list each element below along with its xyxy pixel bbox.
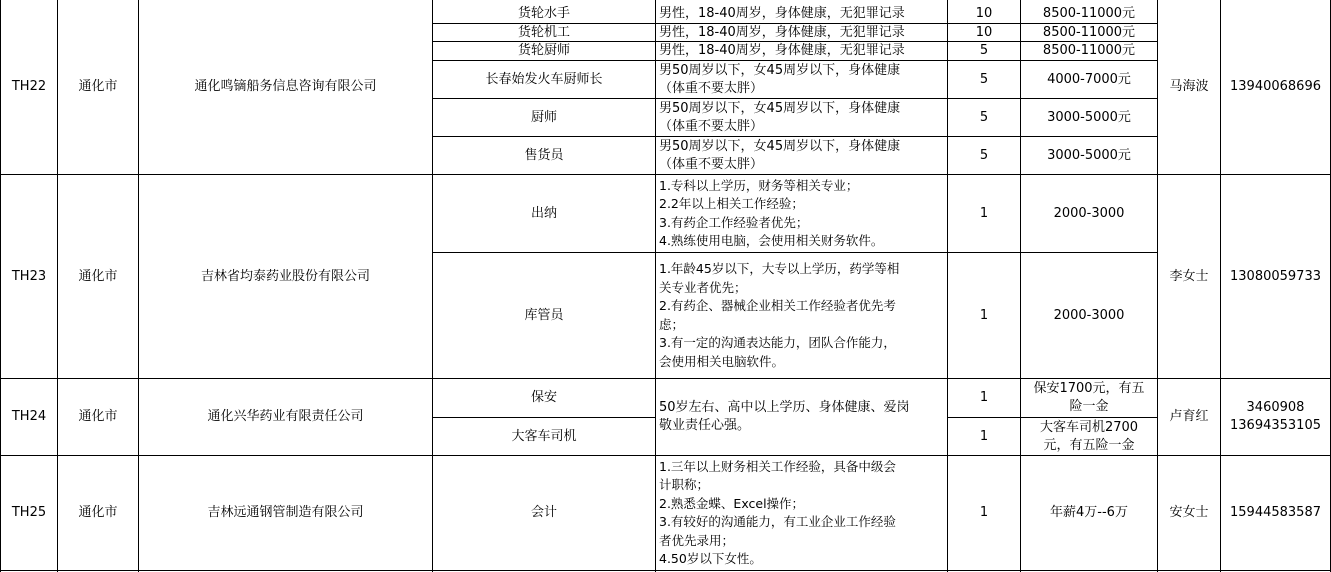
headcount: 1 — [979, 390, 989, 405]
contact-person: 卢育红 — [1169, 409, 1209, 424]
company-name: 吉林远通钢管制造有限公司 — [207, 505, 364, 520]
contact-person: 马海波 — [1169, 79, 1209, 94]
salary: 2000-3000 — [1053, 205, 1125, 221]
job-requirements: 1.三年以上财务相关工作经验，具备中级会 计职称； 2.熟悉金蝶、Excel操作； 3.有较好的沟通能力，有工业企业工作经验 者优先录用； 4.50岁以下女性。 — [659, 458, 896, 566]
headcount: 1 — [979, 428, 989, 444]
contact-person: 李女士 — [1169, 268, 1209, 284]
salary: 大客车司机2700 元，有五险一金 — [1039, 419, 1139, 453]
headcount: 10 — [975, 5, 993, 21]
job-title: 保安 — [530, 390, 557, 405]
salary: 4000-7000元 — [1047, 71, 1131, 87]
job-requirements: 男50周岁以下，女45周岁以下，身体健康 （体重不要太胖） — [659, 100, 901, 134]
headcount: 1 — [979, 307, 989, 323]
job-requirements: 1.年龄45岁以下，大专以上学历，药学等相 关专业者优先； 2.有药企、器械企业相关工作经验者优先考 虑； 3.有一定的沟通表达能力，团队合作能力， 会使用相关电脑软件。 — [659, 261, 900, 369]
headcount: 1 — [979, 505, 989, 520]
job-title: 货轮机工 — [517, 24, 570, 40]
city: 通化市 — [78, 409, 118, 424]
row-id: TH22 — [11, 79, 47, 94]
grid-line — [0, 570, 1331, 571]
contact-person: 安女士 — [1169, 505, 1209, 520]
contact-phone: 13080059733 — [1230, 268, 1321, 284]
headcount: 5 — [979, 109, 989, 125]
company-name: 通化鸣镝船务信息咨询有限公司 — [194, 79, 377, 94]
headcount: 5 — [979, 71, 989, 87]
salary: 年薪4万--6万 — [1050, 505, 1128, 520]
city: 通化市 — [78, 79, 118, 94]
salary: 8500-11000元 — [1042, 24, 1136, 40]
headcount: 1 — [979, 205, 989, 221]
salary: 3000-5000元 — [1047, 147, 1131, 163]
job-requirements: 50岁左右、高中以上学历、身体健康、爱岗 敬业责任心强。 — [659, 400, 910, 433]
job-title: 会计 — [530, 505, 557, 520]
contact-phone: 13940068696 — [1230, 79, 1321, 94]
job-title: 长春始发火车厨师长 — [485, 71, 603, 87]
job-title: 出纳 — [530, 205, 557, 221]
headcount: 5 — [979, 43, 989, 58]
job-requirements: 男性，18-40周岁，身体健康，无犯罪记录 — [659, 43, 905, 58]
job-requirements: 男性，18-40周岁，身体健康，无犯罪记录 — [659, 5, 905, 21]
job-title: 厨师 — [530, 109, 557, 125]
salary: 8500-11000元 — [1042, 43, 1136, 58]
job-title: 库管员 — [524, 307, 564, 323]
headcount: 10 — [975, 24, 993, 40]
contact-phone: 15944583587 — [1230, 505, 1321, 520]
job-title: 货轮厨师 — [517, 43, 570, 58]
contact-phone: 3460908 13694353105 — [1230, 400, 1321, 433]
job-title: 货轮水手 — [517, 5, 570, 21]
row-id: TH23 — [11, 268, 47, 284]
job-title: 售货员 — [524, 147, 564, 163]
job-requirements: 1.专科以上学历，财务等相关专业； 2.2年以上相关工作经验； 3.有药企工作经验者优先； 4.熟练使用电脑，会使用相关财务软件。 — [659, 177, 884, 248]
salary: 3000-5000元 — [1047, 109, 1131, 125]
salary: 2000-3000 — [1053, 307, 1125, 323]
row-id: TH25 — [11, 505, 47, 520]
salary: 保安1700元，有五 险一金 — [1033, 381, 1145, 414]
headcount: 5 — [979, 147, 989, 163]
job-requirements: 男50周岁以下，女45周岁以下，身体健康 （体重不要太胖） — [659, 62, 901, 96]
city: 通化市 — [78, 505, 118, 520]
city: 通化市 — [78, 268, 118, 284]
row-id: TH24 — [11, 409, 47, 424]
company-name: 通化兴华药业有限责任公司 — [207, 409, 364, 424]
job-requirements: 男性，18-40周岁，身体健康，无犯罪记录 — [659, 24, 905, 40]
company-name: 吉林省均泰药业股份有限公司 — [200, 268, 370, 284]
salary: 8500-11000元 — [1042, 5, 1136, 21]
job-title: 大客车司机 — [511, 428, 577, 444]
job-requirements: 男50周岁以下，女45周岁以下，身体健康 （体重不要太胖） — [659, 138, 901, 172]
